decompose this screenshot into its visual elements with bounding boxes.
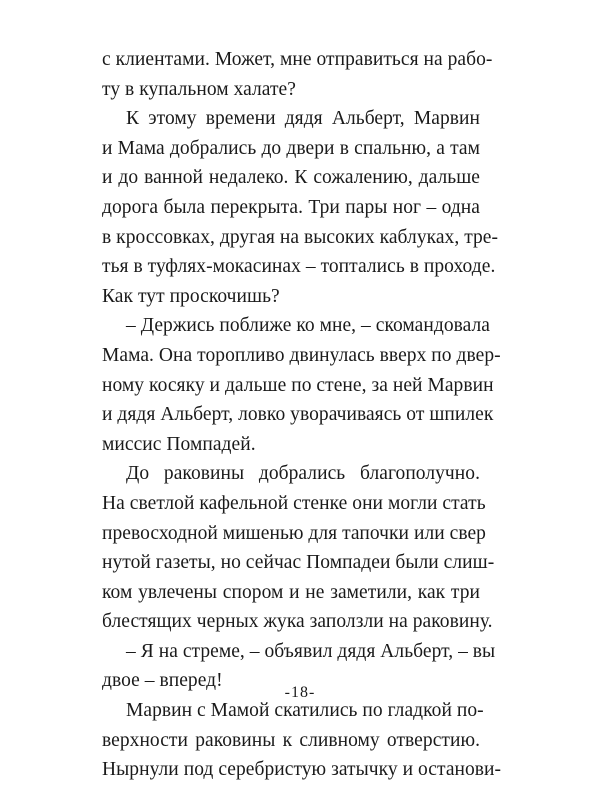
text-line: Нырнули под серебристую затычку и останови- [102,759,502,781]
text-line: Как тут проскочишь? [102,285,280,307]
text-line: верхности раковины к сливному отверстию. [102,729,480,751]
page-number: -18- [284,684,316,701]
text-line: блестящих черных жука заползли на раковину. [102,611,493,633]
text-line: До раковины добрались благополучно. [126,463,480,485]
text-line: Мама. Она торопливо двинулась вверх по двер- [102,344,501,366]
text-line: К этому времени дядя Альберт, Марвин [126,108,480,130]
text-line: Марвин с Мамой скатились по гладкой по- [126,700,484,722]
text-line: ному косяку и дальше по стене, за ней Марвин [102,374,494,396]
text-line: и Мама добрались до двери в спальню, а там [102,137,480,159]
text-line: На светлой кафельной стенке они могли стать [102,492,486,514]
text-line: миссис Помпадей. [102,433,256,455]
body-text [102,45,502,785]
text-line: нутой газеты, но сейчас Помпадеи были слиш- [102,552,495,574]
text-line: и до ванной недалеко. К сожалению, дальше [102,167,480,189]
text-line: – Держись поближе ко мне, – скомандовала [126,315,490,337]
text-line: ком увлечены спором и не заметили, как три [102,581,480,603]
text-line: с клиентами. Может, мне отправиться на рабо- [102,49,493,70]
text-line: тья в туфлях-мокасинах – топтались в проходе. [102,256,496,278]
text-line: – Я на стреме, – объявил дядя Альберт, – вы [126,640,496,662]
text-line: и дядя Альберт, ловко уворачиваясь от шпилек [102,404,494,426]
text-line: дорога была перекрыта. Три пары ног – одна [102,196,480,218]
text-line: превосходной мишенью для тапочки или свер [102,522,486,544]
text-line: двое – вперед! [102,670,223,692]
text-line: в кроссовках, другая на высоких каблуках, тре- [102,226,499,248]
text-line: ту в купальном халате? [102,78,296,100]
